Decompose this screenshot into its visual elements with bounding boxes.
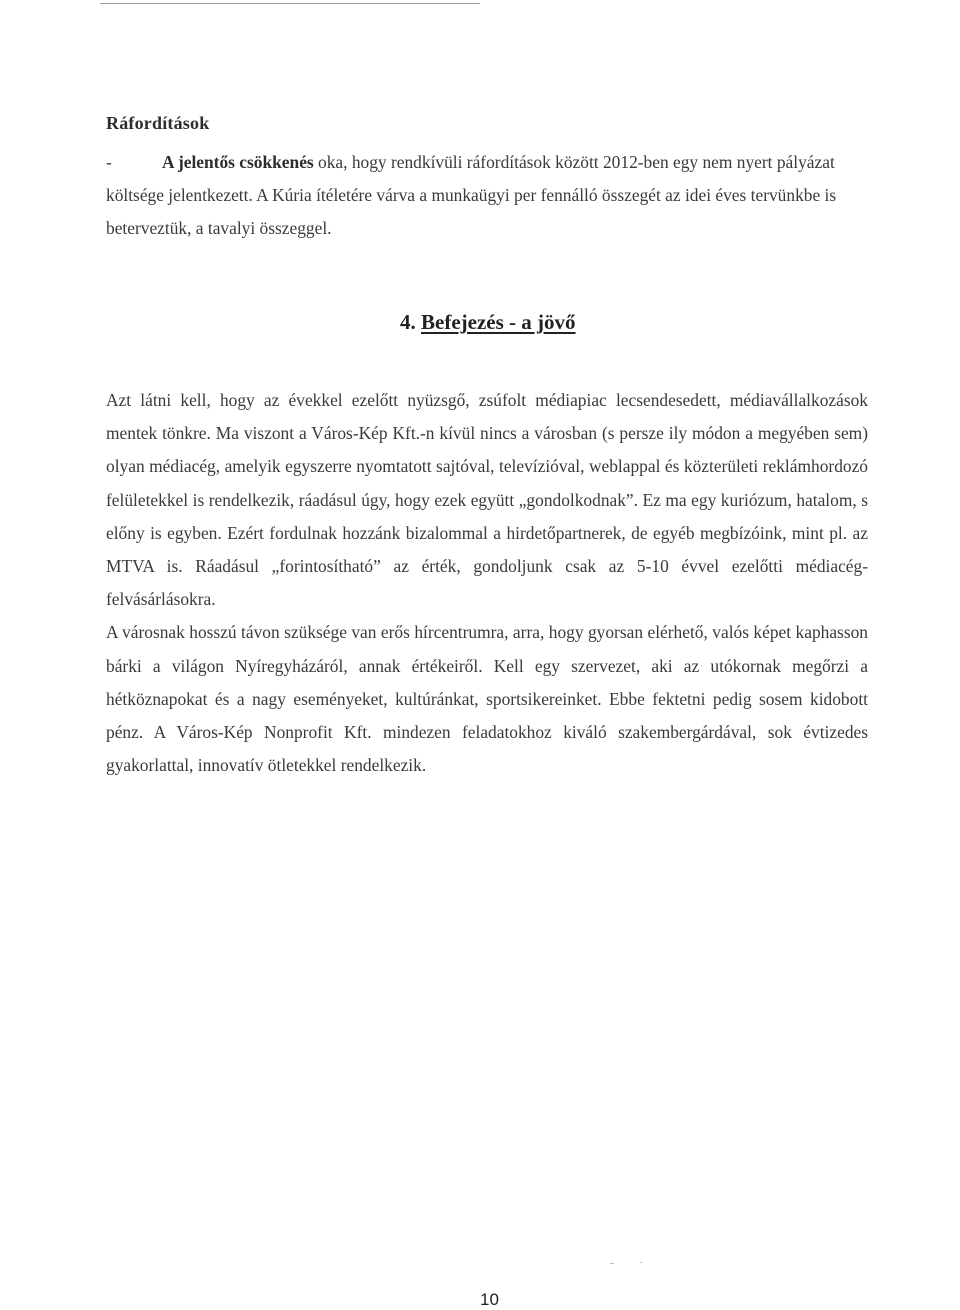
section-heading: Ráfordítások	[106, 113, 210, 133]
bullet-emphasis: A jelentős csökkenés	[162, 152, 314, 172]
bullet-body: oka, hogy rendkívüli ráfordítások között 2012-ben egy nem nyert pályázat költsége jelentkezett. A Kúria ítéletére várva a munkaügyi per fennálló összegét az idei éves tervünkbe is beterveztük, a tavalyi összeggel.	[106, 152, 837, 238]
bullet-dash: -	[106, 152, 112, 172]
page-number: 10	[480, 1290, 499, 1309]
scan-speck	[640, 1262, 642, 1263]
scan-speck	[610, 1263, 614, 1264]
bullet-text	[106, 146, 868, 245]
body-paragraph-1: Azt látni kell, hogy az évekkel ezelőtt nyüzsgő, zsúfolt médiapiac lecsendesedett, médiavállalkozások mentek tönkre. Ma viszont a Város-Kép Kft.-n kívül nincs a városban (s persze ily módon a megyében sem) olyan médiacég, amelyik egyszerre nyomtatott sajtóval, televízióval, weblappal és közterületi reklámhordozó felületekkel is rendelkezik, ráadásul úgy, hogy ezek együtt „gondolkodnak”. Ez ma egy kuriózum, hatalom, s előny is egyben. Ezért fordulnak hozzánk bizalommal a hirdetőpartnerek, de egyéb megbízóink, mint pl. az MTVA is. Ráadásul „forintosítható” az érték, gondoljunk csak az 5-10 évvel ezelőtti médiacég-felvásárlásokra.	[106, 390, 868, 610]
bullet-paragraph	[106, 146, 868, 245]
chapter-title	[400, 310, 576, 335]
chapter-number: 4.	[400, 310, 416, 334]
body-paragraph-2: A városnak hosszú távon szüksége van erős hírcentrumra, arra, hogy gyorsan elérhető, valós képet kaphasson bárki a világon Nyíregyházáról, annak értékeiről. Kell egy szervezet, aki az utókornak megőrzi a hétköznapokat és a nagy eseményeket, kultúránkat, sportsikereinket. Ebbe fektetni pedig sosem kidobott pénz. A Város-Kép Nonprofit Kft. mindezen feladatokhoz kiváló szakembergárdával, sok évtizedes gyakorlattal, innovatív ötletekkel rendelkezik.	[106, 622, 868, 776]
scan-top-rule	[100, 3, 480, 4]
chapter-title-text: Befejezés - a jövő	[421, 310, 576, 334]
chapter-body	[106, 384, 868, 782]
